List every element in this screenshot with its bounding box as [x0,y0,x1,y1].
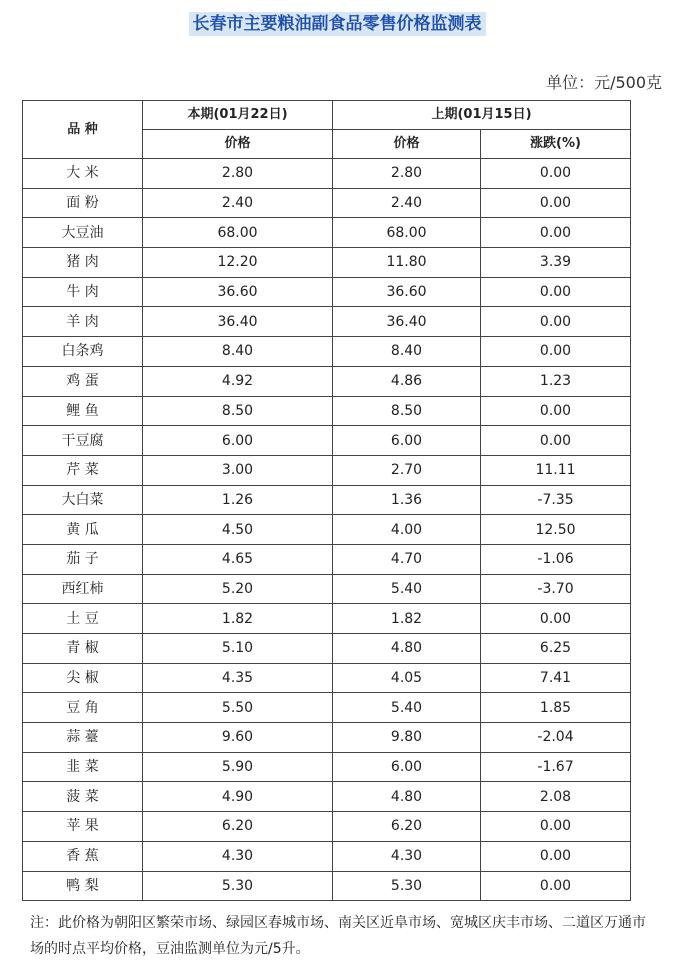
cell-variety: 蒜 薹 [23,723,143,753]
cell-change: 6.25 [481,634,631,664]
table-row [23,752,631,782]
table-row [23,663,631,693]
table-row [23,782,631,812]
cell-variety: 菠 菜 [23,782,143,812]
cell-price-previous: 6.20 [333,812,481,842]
table-row [23,812,631,842]
cell-change: -1.06 [481,544,631,574]
cell-variety: 鸭 梨 [23,871,143,901]
cell-change: 3.39 [481,248,631,278]
cell-price-current: 8.40 [143,337,333,367]
cell-price-previous: 68.00 [333,218,481,248]
cell-price-current: 9.60 [143,723,333,753]
cell-variety: 茄 子 [23,544,143,574]
cell-change: 0.00 [481,337,631,367]
cell-price-current: 5.50 [143,693,333,723]
cell-variety: 羊 肉 [23,307,143,337]
cell-price-previous: 2.40 [333,188,481,218]
cell-change: 0.00 [481,426,631,456]
cell-change: -2.04 [481,723,631,753]
cell-price-previous: 5.40 [333,693,481,723]
cell-price-current: 5.90 [143,752,333,782]
cell-change: 0.00 [481,396,631,426]
cell-price-previous: 2.80 [333,159,481,189]
cell-price-previous: 1.36 [333,485,481,515]
cell-price-previous: 36.60 [333,277,481,307]
cell-variety: 黄 瓜 [23,515,143,545]
cell-price-current: 5.30 [143,871,333,901]
cell-price-previous: 4.30 [333,841,481,871]
cell-price-previous: 2.70 [333,455,481,485]
cell-price-previous: 5.30 [333,871,481,901]
table-row [23,515,631,545]
page-title [0,12,674,36]
cell-change: 0.00 [481,188,631,218]
table-row [23,307,631,337]
cell-change: 0.00 [481,841,631,871]
cell-variety: 土 豆 [23,604,143,634]
table-row [23,188,631,218]
table-row [23,485,631,515]
cell-variety: 豆 角 [23,693,143,723]
cell-variety: 苹 果 [23,812,143,842]
table-row [23,426,631,456]
cell-price-current: 12.20 [143,248,333,278]
cell-variety: 大豆油 [23,218,143,248]
cell-price-current: 4.35 [143,663,333,693]
table-row [23,159,631,189]
cell-change: 0.00 [481,218,631,248]
cell-price-current: 4.90 [143,782,333,812]
cell-price-current: 2.40 [143,188,333,218]
cell-price-previous: 4.70 [333,544,481,574]
cell-price-previous: 11.80 [333,248,481,278]
table-row [23,366,631,396]
cell-price-previous: 1.82 [333,604,481,634]
cell-change: 0.00 [481,159,631,189]
header-row-period [23,101,631,130]
cell-variety: 牛 肉 [23,277,143,307]
table-row [23,455,631,485]
cell-price-current: 36.60 [143,277,333,307]
header-change: 涨跌(%) [481,130,631,159]
cell-change: 11.11 [481,455,631,485]
cell-price-previous: 4.86 [333,366,481,396]
price-table [22,100,631,901]
table-row [23,248,631,278]
cell-variety: 猪 肉 [23,248,143,278]
title-text: 长春市主要粮油副食品零售价格监测表 [189,12,486,36]
cell-variety: 韭 菜 [23,752,143,782]
table-row [23,574,631,604]
cell-variety: 鸡 蛋 [23,366,143,396]
cell-price-current: 6.00 [143,426,333,456]
table-row [23,634,631,664]
cell-price-previous: 8.50 [333,396,481,426]
cell-price-current: 5.20 [143,574,333,604]
cell-variety: 香 蕉 [23,841,143,871]
cell-variety: 大 米 [23,159,143,189]
cell-variety: 面 粉 [23,188,143,218]
cell-price-current: 6.20 [143,812,333,842]
cell-price-current: 1.82 [143,604,333,634]
cell-change: 0.00 [481,812,631,842]
table-row [23,544,631,574]
table-row [23,693,631,723]
cell-price-previous: 4.05 [333,663,481,693]
table-row [23,337,631,367]
cell-variety: 芹 菜 [23,455,143,485]
footnote: 注：此价格为朝阳区繁荣市场、绿园区春城市场、南关区近阜市场、宽城区庆丰市场、二道区万通市场的时点平均价格，豆油监测单位为元/5升。 [30,915,646,957]
header-variety: 品 种 [23,101,143,159]
table-row [23,723,631,753]
cell-change: 0.00 [481,604,631,634]
cell-price-previous: 6.00 [333,426,481,456]
table-row [23,396,631,426]
cell-price-current: 4.50 [143,515,333,545]
cell-change: 0.00 [481,277,631,307]
header-previous-period: 上期(01月15日) [333,101,631,130]
cell-price-current: 36.40 [143,307,333,337]
cell-price-current: 4.65 [143,544,333,574]
cell-price-previous: 5.40 [333,574,481,604]
table-row [23,218,631,248]
cell-price-current: 8.50 [143,396,333,426]
cell-price-previous: 36.40 [333,307,481,337]
table-row [23,841,631,871]
cell-variety: 干豆腐 [23,426,143,456]
cell-price-current: 5.10 [143,634,333,664]
cell-change: 0.00 [481,307,631,337]
table-body [23,159,631,901]
cell-variety: 白条鸡 [23,337,143,367]
cell-price-current: 1.26 [143,485,333,515]
cell-change: -3.70 [481,574,631,604]
cell-price-current: 3.00 [143,455,333,485]
cell-price-previous: 6.00 [333,752,481,782]
cell-change: 2.08 [481,782,631,812]
cell-change: 12.50 [481,515,631,545]
cell-change: -7.35 [481,485,631,515]
table-row [23,604,631,634]
cell-price-previous: 4.00 [333,515,481,545]
cell-change: 0.00 [481,871,631,901]
cell-price-current: 4.30 [143,841,333,871]
cell-price-current: 4.92 [143,366,333,396]
cell-variety: 西红柿 [23,574,143,604]
cell-change: 1.23 [481,366,631,396]
cell-price-previous: 4.80 [333,782,481,812]
cell-price-current: 2.80 [143,159,333,189]
header-current-period: 本期(01月22日) [143,101,333,130]
unit-label: 单位：元/500克 [546,73,662,92]
cell-change: 7.41 [481,663,631,693]
cell-price-previous: 9.80 [333,723,481,753]
cell-variety: 鲤 鱼 [23,396,143,426]
header-price-previous: 价格 [333,130,481,159]
table-row [23,871,631,901]
cell-change: 1.85 [481,693,631,723]
table-row [23,277,631,307]
cell-change: -1.67 [481,752,631,782]
cell-variety: 尖 椒 [23,663,143,693]
cell-variety: 大白菜 [23,485,143,515]
header-price-current: 价格 [143,130,333,159]
cell-variety: 青 椒 [23,634,143,664]
cell-price-previous: 4.80 [333,634,481,664]
cell-price-previous: 8.40 [333,337,481,367]
cell-price-current: 68.00 [143,218,333,248]
